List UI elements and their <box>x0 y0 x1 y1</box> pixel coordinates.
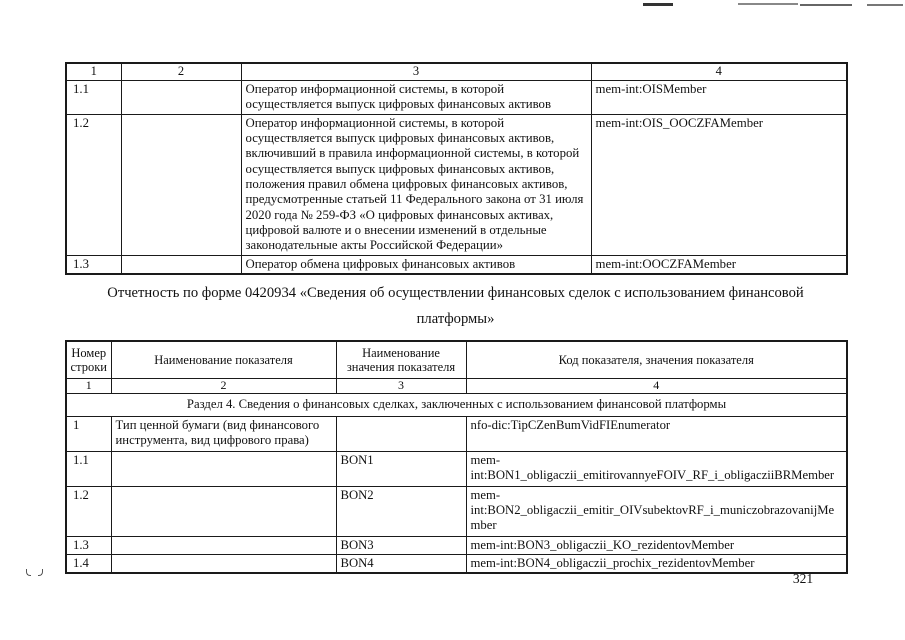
scan-artifact <box>26 569 31 576</box>
table-row <box>66 255 847 274</box>
row-number-cell: 1 <box>66 417 111 452</box>
table-row <box>66 487 847 537</box>
column-number-cell: 3 <box>336 379 466 394</box>
indicator-code-cell: nfo-dic:TipCZenBumVidFIEnumerator <box>466 417 847 452</box>
row-number-cell: 1.2 <box>66 487 111 537</box>
header-row <box>66 341 847 379</box>
indicator-name-cell <box>111 452 336 487</box>
column-number-cell: 2 <box>121 63 241 81</box>
indicator-code-cell: mem-int:OIS_OOCZFAMember <box>591 114 847 255</box>
row-number-cell: 1.1 <box>66 452 111 487</box>
value-name-cell <box>336 417 466 452</box>
indicator-name-cell <box>111 487 336 537</box>
value-name-cell: BON4 <box>336 555 466 574</box>
scan-artifact <box>643 3 673 6</box>
indicator-code-cell: mem-int:BON1_obligaczii_emitirovannyeFOIV_RF_i_obligacziiBRMember <box>466 452 847 487</box>
column-number-row <box>66 379 847 394</box>
value-name-cell: BON2 <box>336 487 466 537</box>
indicator-name-cell <box>111 555 336 574</box>
column-number-cell: 1 <box>66 63 121 81</box>
table-row <box>66 537 847 555</box>
indicator-name-cell: Оператор обмена цифровых финансовых активов <box>241 255 591 274</box>
table-row <box>66 114 847 255</box>
row-number-cell: 1.3 <box>66 537 111 555</box>
column-number-row <box>66 63 847 81</box>
report-form-heading <box>65 282 846 331</box>
empty-cell <box>121 255 241 274</box>
indicator-code-cell: mem-int:OOCZFAMember <box>591 255 847 274</box>
row-number-cell: 1.4 <box>66 555 111 574</box>
page-number: 321 <box>792 571 814 586</box>
empty-cell <box>121 114 241 255</box>
row-number-cell: 1.3 <box>66 255 121 274</box>
lower-table <box>65 340 848 574</box>
header-row-number: Номер строки <box>66 341 111 379</box>
indicator-code-cell: mem-int:BON2_obligaczii_emitir_OIVsubektovRF_i_municzobrazovanijMember <box>466 487 847 537</box>
upper-table <box>65 62 848 275</box>
indicator-name-cell: Оператор информационной системы, в которой осуществляется выпуск цифровых финансовых активов <box>241 81 591 115</box>
indicator-name-cell: Оператор информационной системы, в которой осуществляется выпуск цифровых финансовых активов, включивший в правила информационной системы, в которой осуществляется выпуск цифровых финансовых активов, положения правил обмена цифровых финансовых активов, предусмотренные статьей 11 Федерального закона от 31 июля 2020 года № 259-ФЗ «О цифровых финансовых активах, цифровой валюте и о внесении изменений в отдельные законодательные акты Российской Федерации» <box>241 114 591 255</box>
row-number-cell: 1.1 <box>66 81 121 115</box>
header-indicator-code: Код показателя, значения показателя <box>466 341 847 379</box>
scan-artifact <box>38 569 43 576</box>
column-number-cell: 4 <box>466 379 847 394</box>
scan-artifact <box>867 4 903 6</box>
table-row <box>66 417 847 452</box>
table-row <box>66 452 847 487</box>
indicator-name-cell: Тип ценной бумаги (вид финансового инструмента, вид цифрового права) <box>111 417 336 452</box>
column-number-cell: 4 <box>591 63 847 81</box>
scan-artifact <box>800 4 852 6</box>
heading-line: Отчетность по форме 0420934 «Сведения об осуществлении финансовых сделок с использованием финансовой <box>107 285 804 301</box>
table-row <box>66 81 847 115</box>
indicator-code-cell: mem-int:BON3_obligaczii_KO_rezidentovMember <box>466 537 847 555</box>
header-value-name: Наименование значения показателя <box>336 341 466 379</box>
indicator-code-cell: mem-int:OISMember <box>591 81 847 115</box>
column-number-cell: 2 <box>111 379 336 394</box>
row-number-cell: 1.2 <box>66 114 121 255</box>
value-name-cell: BON1 <box>336 452 466 487</box>
empty-cell <box>121 81 241 115</box>
section-title-cell: Раздел 4. Сведения о финансовых сделках, заключенных с использованием финансовой платформы <box>66 394 847 417</box>
column-number-cell: 1 <box>66 379 111 394</box>
indicator-code-cell: mem-int:BON4_obligaczii_prochix_rezidentovMember <box>466 555 847 574</box>
indicator-name-cell <box>111 537 336 555</box>
header-indicator-name: Наименование показателя <box>111 341 336 379</box>
value-name-cell: BON3 <box>336 537 466 555</box>
scan-artifact <box>738 3 798 5</box>
table-row <box>66 555 847 574</box>
heading-line: платформы» <box>416 311 495 327</box>
scan-artifact <box>26 563 46 573</box>
section-title-row <box>66 394 847 417</box>
column-number-cell: 3 <box>241 63 591 81</box>
